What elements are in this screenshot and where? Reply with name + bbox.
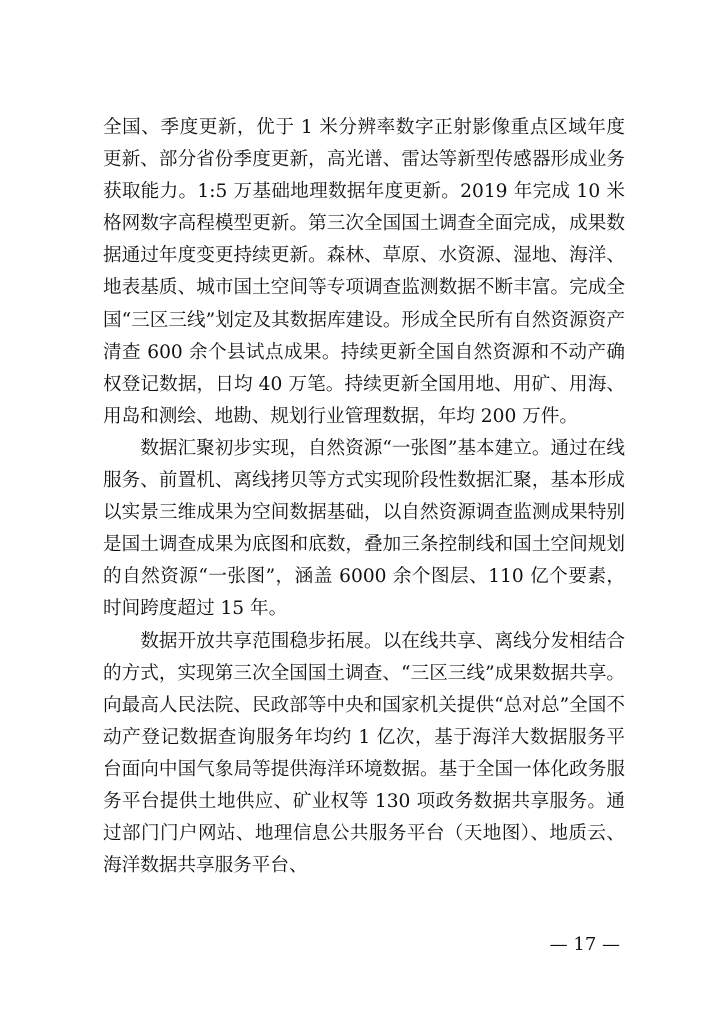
paragraph-2: 数据汇聚初步实现，自然资源“一张图”基本建立。通过在线服务、前置机、离线拷贝等方式实现阶段性数据汇聚，基本形成以实景三维成果为空间数据基础，以自然资源调查监测成果特别是国土调查成果为底图和底数，叠加三条控制线和国土空间规划的自然资源“一张图”，涵盖 6000 余个图层、110 亿个要素，时间跨度超过 15 年。 xyxy=(103,437,625,620)
document-body xyxy=(103,112,625,882)
page-number: — 17 — xyxy=(549,934,620,955)
paragraph-1: 全国、季度更新，优于 1 米分辨率数字正射影像重点区域年度更新、部分省份季度更新，高光谱、雷达等新型传感器形成业务获取能力。1:5 万基础地理数据年度更新。2019 年完成 10 米格网数字高程模型更新。第三次全国国土调查全面完成，成果数据通过年度变更持续更新。森林、草原、水资源、湿地、海洋、地表基质、城市国土空间等专项调查监测数据不断丰富。完成全国“三区三线”划定及其数据库建设。形成全民所有自然资源资产清查 600 余个县试点成果。持续更新全国自然资源和不动产确权登记数据，日均 40 万笔。持续更新全国用地、用矿、用海、用岛和测绘、地勘、规划行业管理数据，年均 200 万件。 xyxy=(103,117,625,427)
paragraph-3: 数据开放共享范围稳步拓展。以在线共享、离线分发相结合的方式，实现第三次全国国土调查、“三区三线”成果数据共享。向最高人民法院、民政部等中央和国家机关提供“总对总”全国不动产登记数据查询服务年均约 1 亿次，基于海洋大数据服务平台面向中国气象局等提供海洋环境数据。基于全国一体化政务服务平台提供土地供应、矿业权等 130 项政务数据共享服务。通过部门门户网站、地理信息公共服务平台（天地图）、地质云、海洋数据共享服务平台、 xyxy=(103,630,625,877)
